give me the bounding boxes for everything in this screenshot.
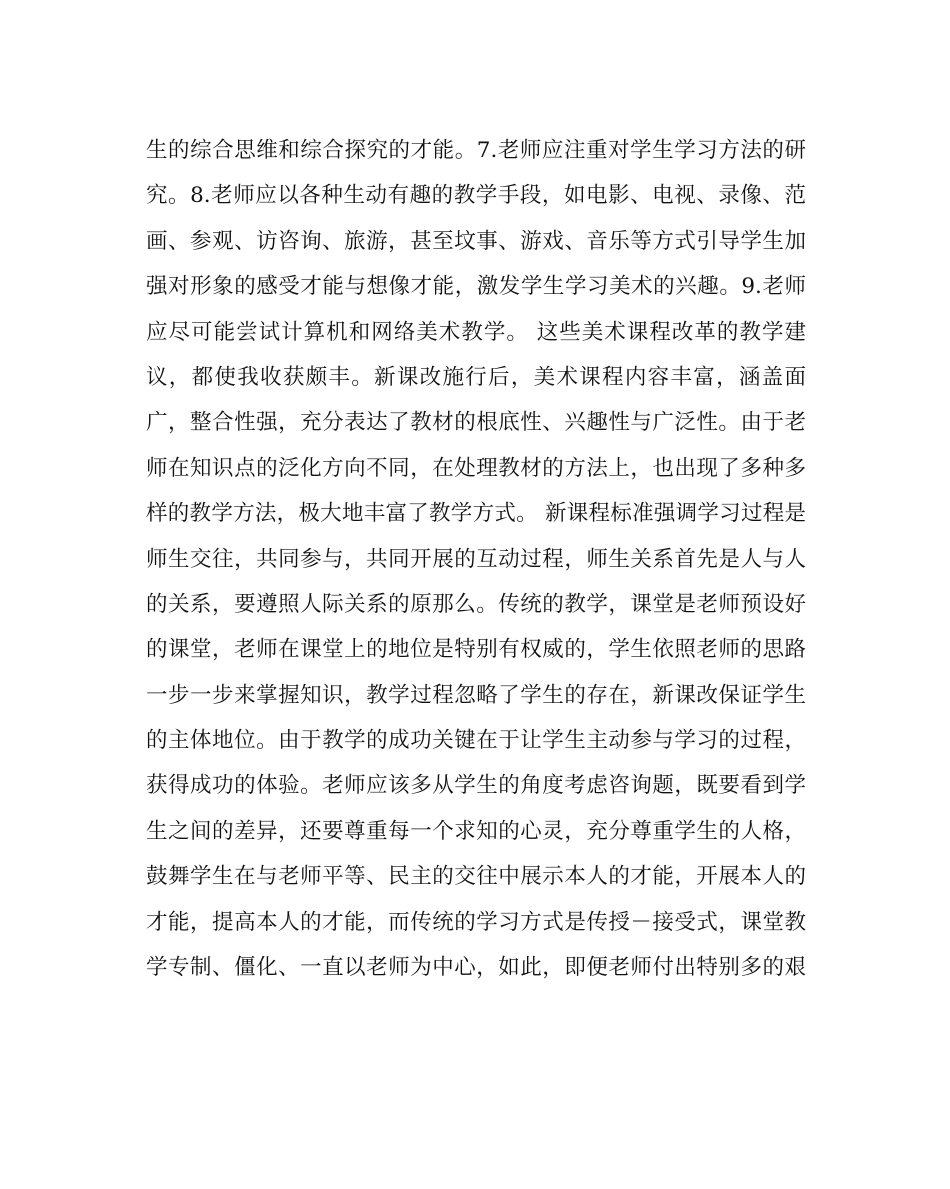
text-line: 师在知识点的泛化方向不同，在处理教材的方法上，也出现了多种多 [146, 455, 806, 481]
text-line: 一步一步来掌握知识，教学过程忽略了学生的存在，新课改保证学生 [146, 682, 806, 708]
text-line: 广，整合性强，充分表达了教材的根底性、兴趣性与广泛性。由于老 [146, 410, 806, 436]
text-line: 画、参观、访咨询、旅游，甚至坟事、游戏、音乐等方式引导学生加 [146, 228, 806, 254]
text-line: 的主体地位。由于教学的成功关键在于让学生主动参与学习的过程， [146, 728, 806, 754]
text-line: 师生交往，共同参与，共同开展的互动过程，师生关系首先是人与人 [146, 546, 806, 572]
body-text [146, 128, 806, 990]
text-line: 学专制、僵化、一直以老师为中心，如此，即便老师付出特别多的艰 [146, 955, 806, 981]
text-line: 的课堂，老师在课堂上的地位是特别有权威的，学生依照老师的思路 [146, 637, 806, 663]
text-line: 生之间的差异，还要尊重每一个求知的心灵，充分尊重学生的人格， [146, 818, 806, 844]
text-line: 强对形象的感受才能与想像才能，激发学生学习美术的兴趣。9.老师 [146, 274, 806, 300]
text-line: 才能，提高本人的才能，而传统的学习方式是传授－接受式，课堂教 [146, 909, 806, 935]
text-line: 究。8.老师应以各种生动有趣的教学手段，如电影、电视、录像、范 [146, 183, 806, 209]
text-line: 样的教学方法，极大地丰富了教学方式。 新课程标准强调学习过程是 [146, 501, 806, 527]
text-line: 应尽可能尝试计算机和网络美术教学。 这些美术课程改革的教学建 [146, 319, 806, 345]
text-line: 的关系，要遵照人际关系的原那么。传统的教学，课堂是老师预设好 [146, 591, 806, 617]
text-line: 议，都使我收获颇丰。新课改施行后，美术课程内容丰富，涵盖面 [146, 364, 806, 390]
text-line: 生的综合思维和综合探究的才能。7.老师应注重对学生学习方法的研 [146, 138, 806, 163]
text-line: 获得成功的体验。老师应该多从学生的角度考虑咨询题，既要看到学 [146, 773, 806, 799]
text-line: 鼓舞学生在与老师平等、民主的交往中展示本人的才能，开展本人的 [146, 864, 806, 890]
